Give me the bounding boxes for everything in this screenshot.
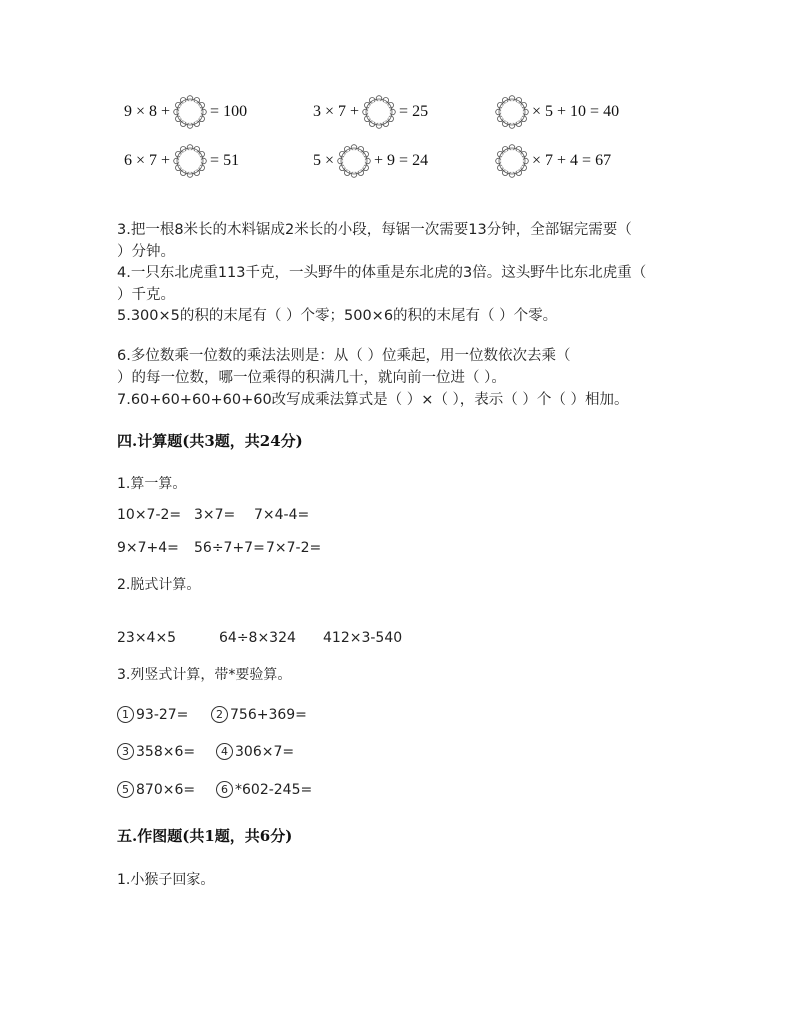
section-4-q2-label: 2.脱式计算。 xyxy=(117,577,201,593)
question-5: 5.300×5的积的末尾有（ ）个零；500×6的积的末尾有（ ）个零。 xyxy=(117,308,558,324)
circled-number: 4 xyxy=(216,743,233,760)
section-5-title: 五.作图题(共1题，共6分) xyxy=(117,827,293,845)
calc-item: 7×7-2= xyxy=(266,540,322,556)
vertical-calc-expr: *602-245= xyxy=(235,781,313,798)
vertical-calc-item xyxy=(216,781,312,798)
circled-number: 6 xyxy=(216,781,233,798)
vertical-calc-item xyxy=(117,706,188,723)
expression-item: 64÷8×324 xyxy=(219,630,296,646)
vertical-calc-expr: 756+369= xyxy=(230,706,307,723)
circled-number: 5 xyxy=(117,781,134,798)
flower-blank-icon[interactable] xyxy=(495,144,529,178)
section-4-q3-label: 3.列竖式计算，带*要验算。 xyxy=(117,667,292,683)
flower-blank-icon[interactable] xyxy=(362,95,396,129)
circled-number: 1 xyxy=(117,706,134,723)
calc-item: 7×4-4= xyxy=(254,507,310,523)
calc-item: 10×7-2= xyxy=(117,507,182,523)
equation-pre: 6 × 7 + xyxy=(124,152,171,169)
equation-1 xyxy=(124,95,247,129)
question-3-line-1: 3.把一根8米长的木料锯成2米长的小段，每锯一次需要13分钟，全部锯完需要（ xyxy=(117,222,632,238)
vertical-calc-expr: 358×6= xyxy=(136,743,196,760)
flower-blank-icon[interactable] xyxy=(173,144,207,178)
expression-item: 412×3-540 xyxy=(323,630,403,646)
calc-item: 9×7+4= xyxy=(117,540,179,556)
equation-pre: 5 × xyxy=(313,152,335,169)
question-6-line-2: ）的每一位数，哪一位乘得的积满几十，就向前一位进（ ）。 xyxy=(117,370,506,386)
flower-blank-icon[interactable] xyxy=(337,144,371,178)
section-4-title: 四.计算题(共3题，共24分) xyxy=(117,432,303,450)
question-4-line-2: ）千克。 xyxy=(117,287,175,303)
calc-item: 3×7= xyxy=(194,507,236,523)
vertical-calc-expr: 306×7= xyxy=(235,743,295,760)
equation-post: = 51 xyxy=(210,152,240,169)
equation-post: × 7 + 4 = 67 xyxy=(532,152,612,169)
circled-number: 2 xyxy=(211,706,228,723)
vertical-calc-expr: 870×6= xyxy=(136,781,196,798)
vertical-calc-item xyxy=(117,743,195,760)
section-5-q1-label: 1.小猴子回家。 xyxy=(117,872,215,888)
vertical-calc-expr: 93-27= xyxy=(136,706,189,723)
calc-item: 56÷7+7= xyxy=(194,540,265,556)
equation-pre: 9 × 8 + xyxy=(124,103,171,120)
equation-post: = 25 xyxy=(399,103,429,120)
section-4-q1-label: 1.算一算。 xyxy=(117,476,187,492)
equation-pre: 3 × 7 + xyxy=(313,103,360,120)
equation-post: + 9 = 24 xyxy=(374,152,429,169)
equation-post: × 5 + 10 = 40 xyxy=(532,103,620,120)
flower-blank-icon[interactable] xyxy=(173,95,207,129)
vertical-calc-item xyxy=(216,743,294,760)
equation-5 xyxy=(313,144,428,178)
question-3-line-2: ）分钟。 xyxy=(117,244,175,260)
vertical-calc-item xyxy=(211,706,307,723)
vertical-calc-item xyxy=(117,781,195,798)
question-6-line-1: 6.多位数乘一位数的乘法法则是：从（ ）位乘起，用一位数依次去乘（ xyxy=(117,348,571,364)
equation-2 xyxy=(313,95,428,129)
equation-3 xyxy=(492,95,619,129)
question-7: 7.60+60+60+60+60改写成乘法算式是（ ）×（ ），表示（ ）个（ ）相加。 xyxy=(117,392,629,408)
equation-6 xyxy=(492,144,611,178)
equation-post: = 100 xyxy=(210,103,248,120)
question-4-line-1: 4.一只东北虎重113千克，一头野牛的体重是东北虎的3倍。这头野牛比东北虎重（ xyxy=(117,265,647,281)
expression-item: 23×4×5 xyxy=(117,630,177,646)
circled-number: 3 xyxy=(117,743,134,760)
flower-blank-icon[interactable] xyxy=(495,95,529,129)
equation-4 xyxy=(124,144,239,178)
